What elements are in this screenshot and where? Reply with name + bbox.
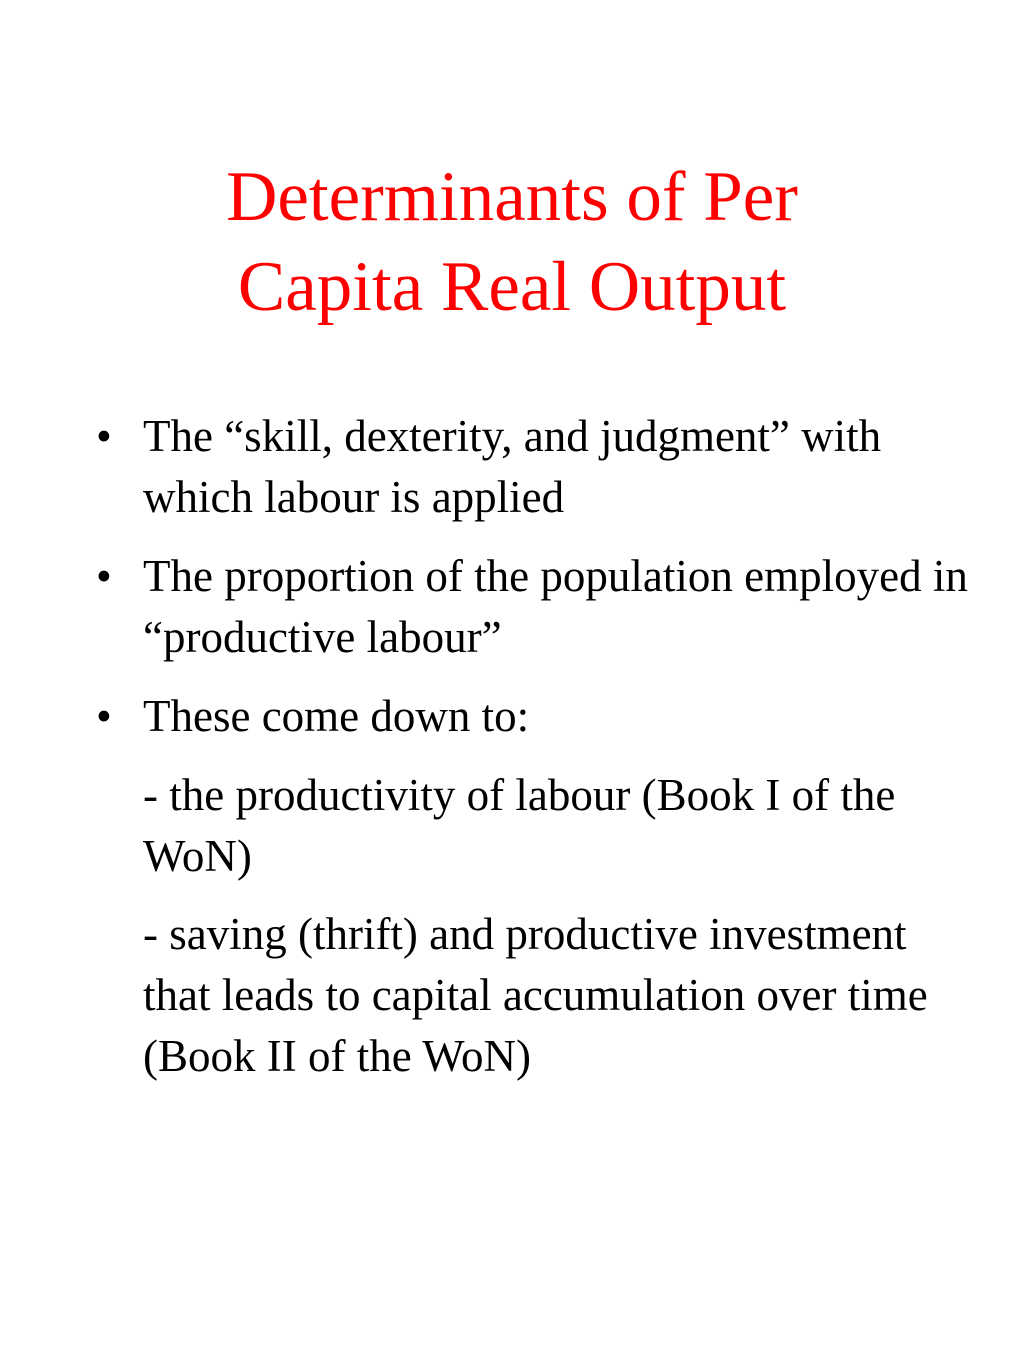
- bullet-dot-icon: •: [96, 551, 112, 601]
- bullet-text: These come down to:: [143, 691, 530, 741]
- bullet-item: [90, 406, 970, 528]
- slide-title: [60, 152, 964, 332]
- bullet-item: [90, 546, 970, 668]
- title-line-2: Capita Real Output: [237, 248, 787, 326]
- bullet-dot-icon: •: [96, 411, 112, 461]
- sub-point: - the productivity of labour (Book I of the WoN): [143, 770, 896, 881]
- bullet-text: The “skill, dexterity, and judgment” with which labour is applied: [143, 411, 882, 522]
- bullet-list: [90, 406, 970, 1104]
- bullet-text: The proportion of the population employed in “productive labour”: [143, 551, 968, 662]
- bullet-dot-icon: •: [96, 691, 112, 741]
- title-line-1: Determinants of Per: [226, 158, 798, 236]
- sub-point: - saving (thrift) and productive investment that leads to capital accumulation over time (Book II of the WoN): [143, 909, 928, 1081]
- bullet-item: [90, 686, 970, 747]
